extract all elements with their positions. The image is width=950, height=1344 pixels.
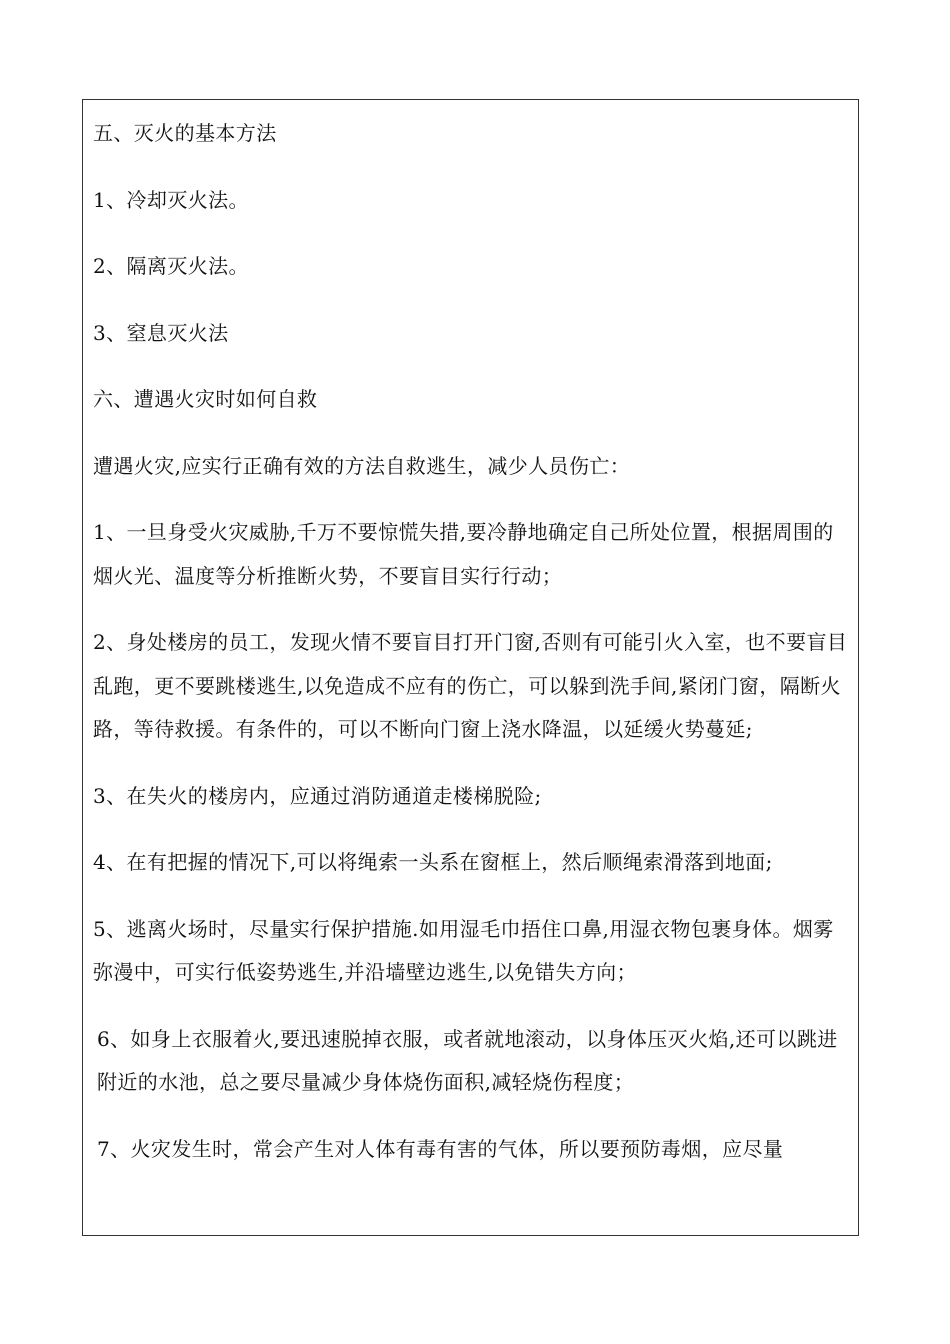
document-content bbox=[93, 112, 851, 1194]
self-rescue-item-7: 7、火灾发生时，常会产生对人体有毒有害的气体，所以要预防毒烟，应尽量 bbox=[97, 1136, 784, 1161]
self-rescue-item-4: 4、在有把握的情况下,可以将绳索一头系在窗框上，然后顺绳索滑落到地面; bbox=[93, 850, 773, 874]
self-rescue-item-6: 6、如身上衣服着火,要迅速脱掉衣服，或者就地滚动，以身体压灭火焰,还可以跳进附近的水池，总之要尽量减少身体烧伤面积,减轻烧伤程度； bbox=[97, 1026, 838, 1094]
document-table-cell bbox=[82, 99, 859, 1236]
method-item-isolation: 2、隔离灭火法。 bbox=[93, 254, 249, 278]
section-heading-self-rescue: 六、遭遇火灾时如何自救 bbox=[93, 387, 318, 411]
self-rescue-item-2: 2、身处楼房的员工，发现火情不要盲目打开门窗,否则有可能引火入室，也不要盲目乱跑，更不要跳楼逃生,以免造成不应有的伤亡，可以躲到洗手间,紧闭门窗，隔断火路，等待救援。有条件的，可以不断向门窗上浇水降温，以延缓火势蔓延; bbox=[93, 630, 848, 741]
section-heading-extinguishing-methods: 五、灭火的基本方法 bbox=[93, 121, 277, 145]
self-rescue-item-3: 3、在失火的楼房内，应通过消防通道走楼梯脱险; bbox=[93, 783, 542, 808]
self-rescue-item-5: 5、逃离火场时，尽量实行保护措施.如用湿毛巾捂住口鼻,用湿衣物包裹身体。烟雾弥漫中，可实行低姿势逃生,并沿墙壁边逃生,以免错失方向； bbox=[93, 916, 834, 984]
method-item-cooling: 1、冷却灭火法。 bbox=[93, 187, 249, 212]
self-rescue-intro: 遭遇火灾,应实行正确有效的方法自救逃生，减少人员伤亡： bbox=[93, 453, 631, 478]
method-item-suffocation: 3、窒息灭火法 bbox=[93, 320, 229, 345]
self-rescue-item-1: 1、一旦身受火灾威胁,千万不要惊慌失措,要冷静地确定自己所处位置，根据周围的烟火光、温度等分析推断火势，不要盲目实行行动； bbox=[93, 520, 834, 588]
